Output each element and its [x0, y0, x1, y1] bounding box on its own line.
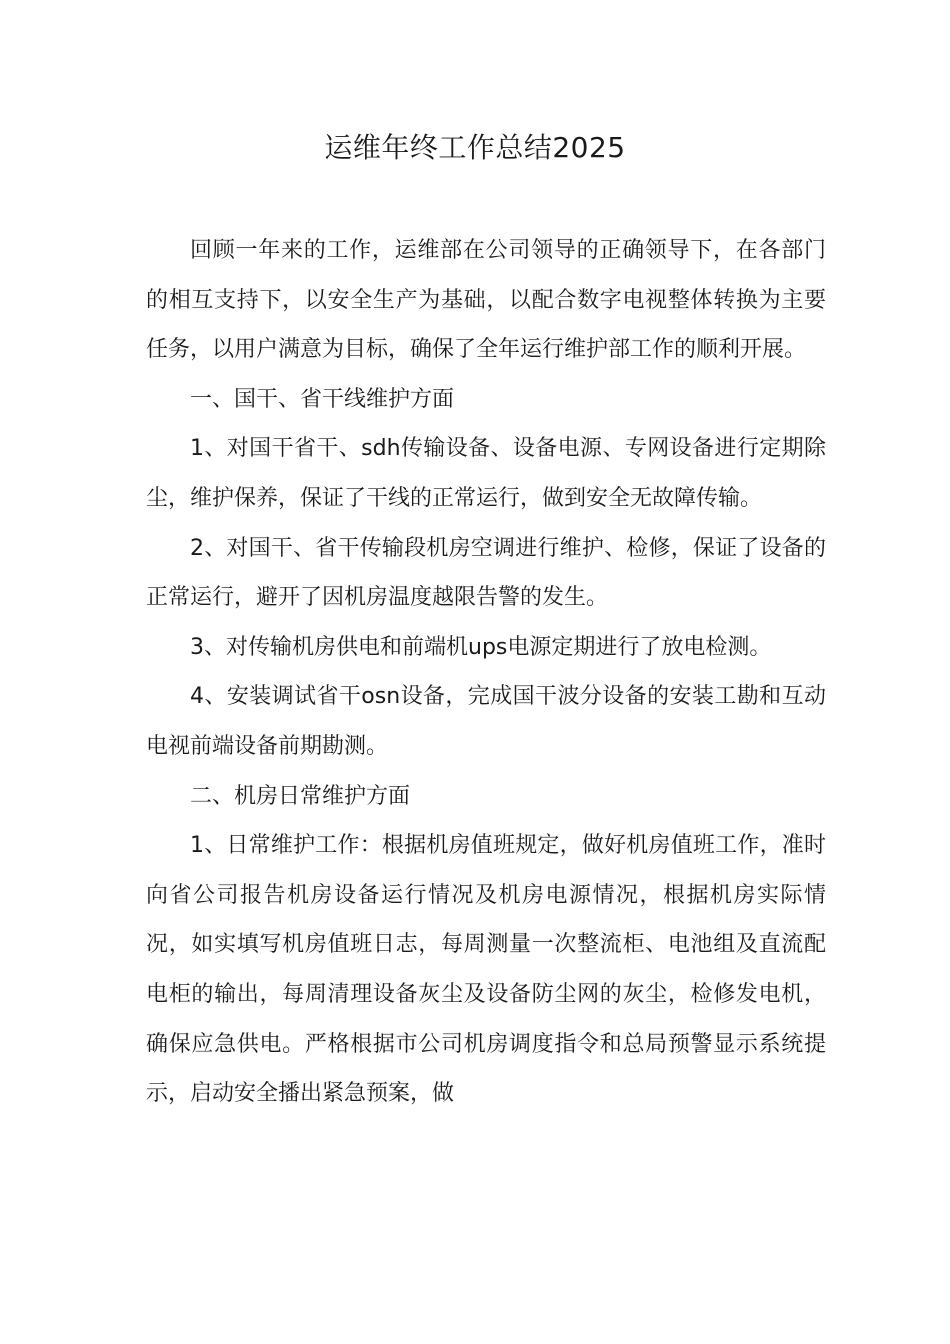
list-item-paragraph: 4、安装调试省干osn设备，完成国干波分设备的安装工勘和互动电视前端设备前期勘测。 [146, 684, 826, 759]
list-item-paragraph: 1、日常维护工作：根据机房值班规定，做好机房值班工作，准时向省公司报告机房设备运行情况及机房电源情况，根据机房实际情况，如实填写机房值班日志，每周测量一次整流柜、电池组及直流配电柜的输出，每周清理设备灰尘及设备防尘网的灰尘，检修发电机，确保应急供电。严格根据市公司机房调度指令和总局预警显示系统提示，启动安全播出紧急预案，做 [146, 833, 826, 1107]
list-item-paragraph: 3、对传输机房供电和前端机ups电源定期进行了放电检测。 [190, 634, 772, 660]
intro-paragraph: 回顾一年来的工作，运维部在公司领导的正确领导下，在各部门的相互支持下，以安全生产为基础，以配合数字电视整体转换为主要任务，以用户满意为目标，确保了全年运行维护部工作的顺利开展。 [146, 238, 826, 363]
document-body [146, 226, 826, 1119]
document-title: 运维年终工作总结2025 [324, 131, 626, 164]
section-heading-machine-room: 二、机房日常维护方面 [190, 783, 411, 809]
list-item-paragraph: 1、对国干省干、sdh传输设备、设备电源、专网设备进行定期除尘，维护保养，保证了干线的正常运行，做到安全无故障传输。 [146, 436, 826, 511]
section-heading-trunk-line: 一、国干、省干线维护方面 [190, 386, 455, 412]
list-item-paragraph: 2、对国干、省干传输段机房空调进行维护、检修，保证了设备的正常运行，避开了因机房温度越限告警的发生。 [146, 535, 826, 611]
